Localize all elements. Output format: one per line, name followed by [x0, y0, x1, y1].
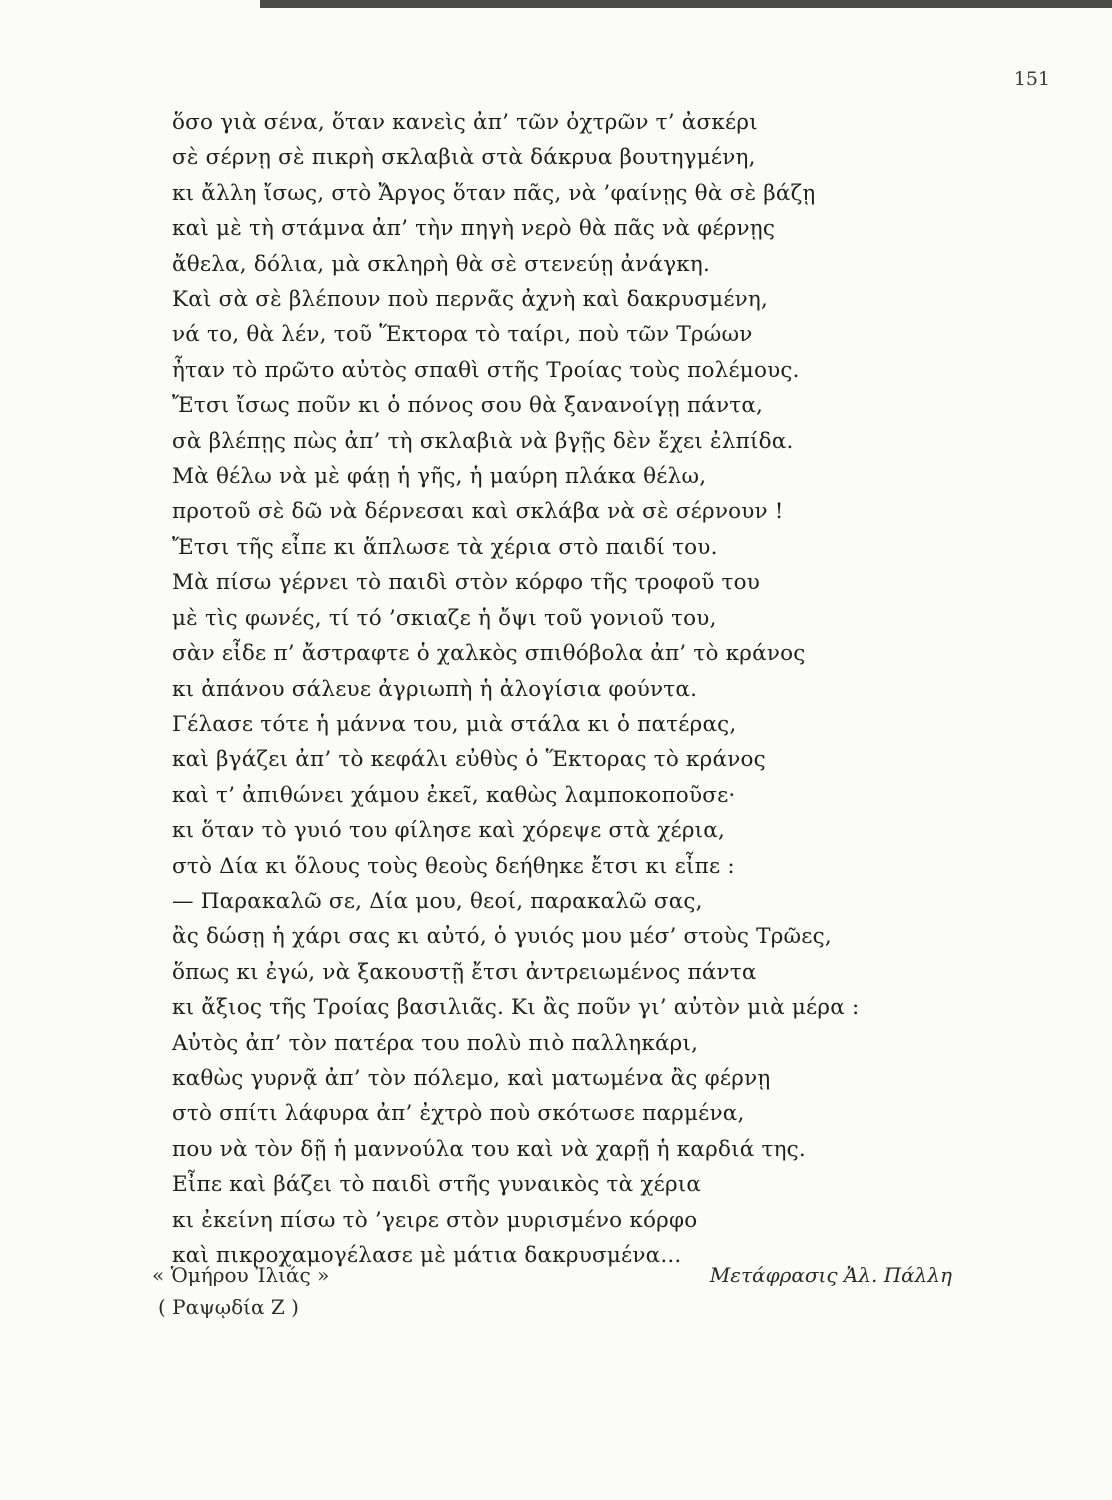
poem-line: νά το, θὰ λέν, τοῦ Ἕκτορα τὸ ταίρι, ποὺ τῶν Τρώων — [172, 322, 753, 348]
poem-line: Μὰ πίσω γέρνει τὸ παιδὶ στὸν κόρφο τῆς τροφοῦ του — [172, 570, 761, 596]
poem-line: Καὶ σὰ σὲ βλέπουν ποὺ περνᾶς ἀχνὴ καὶ δακρυσμένη, — [172, 287, 769, 313]
poem-line: μὲ τὶς φωνές, τί τό ’σκιαζε ἡ ὄψι τοῦ γονιοῦ του, — [172, 605, 717, 631]
poem-line: καθὼς γυρνᾷ ἀπ’ τὸν πόλεμο, καὶ ματωμένα ἂς φέρνῃ — [172, 1065, 771, 1091]
poem-line: Αὐτὸς ἀπ’ τὸν πατέρα του πολὺ πιὸ παλληκάρι, — [172, 1030, 699, 1056]
poem-line: κι ἐκείνη πίσω τὸ ’γειρε στὸν μυρισμένο κόρφο — [172, 1207, 698, 1233]
poem-line: — Παρακαλῶ σε, Δία μου, θεοί, παρακαλῶ σας, — [172, 888, 703, 914]
poem-line: ἂς δώσῃ ἡ χάρι σας κι αὐτό, ὁ γυιός μου μέσ’ στοὺς Τρῶες, — [172, 924, 832, 950]
page-top-edge — [260, 0, 1112, 8]
poem-line: στὸ σπίτι λάφυρα ἀπ’ ἐχτρὸ ποὺ σκότωσε παρμένα, — [172, 1101, 745, 1127]
poem-line: σὲ σέρνῃ σὲ πικρὴ σκλαβιὰ στὰ δάκρυα βουτηγμένη, — [172, 145, 756, 171]
poem-line: σὰν εἶδε π’ ἄστραφτε ὁ χαλκὸς σπιθόβολα ἀπ’ τὸ κράνος — [172, 641, 806, 667]
poem-line: καὶ πικροχαμογέλασε μὲ μάτια δακρυσμένα... — [172, 1243, 682, 1268]
source-rhapsody: ( Ραψῳδία Ζ ) — [158, 1295, 299, 1319]
page-number: 151 — [1013, 68, 1050, 90]
poem-line: καὶ μὲ τὴ στάμνα ἀπ’ τὴν πηγὴ νερὸ θὰ πᾶς νὰ φέρνῃς — [172, 216, 776, 242]
poem-line: που νὰ τὸν δῇ ἡ μαννούλα του καὶ νὰ χαρῇ ἡ καρδιά της. — [172, 1136, 806, 1162]
poem-line: Ἔτσι ἴσως ποῦν κι ὁ πόνος σου θὰ ξανανοίγῃ πάντα, — [172, 393, 764, 419]
poem-line: κι ἀπάνου σάλευε ἀγριωπὴ ἡ ἀλογίσια φούντα. — [172, 676, 698, 702]
poem-line: ὅσο γιὰ σένα, ὅταν κανεὶς ἀπ’ τῶν ὀχτρῶν τ’ ἀσκέρι — [172, 110, 758, 135]
poem-line: ἦταν τὸ πρῶτο αὐτὸς σπαθὶ στῆς Τροίας τοὺς πολέμους. — [172, 357, 800, 383]
translator-credit: Μετάφρασις Ἀλ. Πάλλη — [709, 1263, 952, 1287]
source-title: « Ὁμήρου Ἰλιάς » — [152, 1263, 330, 1287]
poem-line: ὅπως κι ἐγώ, νὰ ξακουστῇ ἔτσι ἀντρειωμένος πάντα — [172, 959, 757, 985]
poem-line: στὸ Δία κι ὅλους τοὺς θεοὺς δεήθηκε ἔτσι κι εἶπε : — [172, 853, 735, 879]
poem-line: σὰ βλέπῃς πὼς ἀπ’ τὴ σκλαβιὰ νὰ βγῇς δὲν ἔχει ἐλπίδα. — [172, 428, 794, 454]
poem-line: καὶ βγάζει ἀπ’ τὸ κεφάλι εὐθὺς ὁ Ἕκτορας τὸ κράνος — [172, 747, 766, 773]
poem-line: κι ἄλλη ἴσως, στὸ Ἄργος ὅταν πᾶς, νὰ ’φαίνῃς θὰ σὲ βάζῃ — [172, 180, 816, 206]
poem-line: Ἔτσι τῆς εἶπε κι ἅπλωσε τὰ χέρια στὸ παιδί του. — [172, 534, 718, 560]
poem-line: καὶ τ’ ἀπιθώνει χάμου ἐκεῖ, καθὼς λαμποκοποῦσε· — [172, 782, 736, 808]
poem-line: κι ἄξιος τῆς Τροίας βασιλιᾶς. Κι ἂς ποῦν γι’ αὐτὸν μιὰ μέρα : — [172, 995, 860, 1021]
poem-line: Γέλασε τότε ἡ μάννα του, μιὰ στάλα κι ὁ πατέρας, — [172, 711, 737, 737]
poem-line: κι ὅταν τὸ γυιό του φίλησε καὶ χόρεψε στὰ χέρια, — [172, 818, 726, 844]
poem-line: Μὰ θέλω νὰ μὲ φάῃ ἡ γῆς, ἡ μαύρη πλάκα θέλω, — [172, 464, 707, 490]
poem-line: ἄθελα, δόλια, μὰ σκληρὴ θὰ σὲ στενεύῃ ἀνάγκη. — [172, 251, 711, 277]
poem-text — [172, 105, 992, 1273]
poem-line: Εἶπε καὶ βάζει τὸ παιδὶ στῆς γυναικὸς τὰ χέρια — [172, 1172, 702, 1198]
poem-line: προτοῦ σὲ δῶ νὰ δέρνεσαι καὶ σκλάβα νὰ σὲ σέρνουν ! — [172, 499, 784, 525]
